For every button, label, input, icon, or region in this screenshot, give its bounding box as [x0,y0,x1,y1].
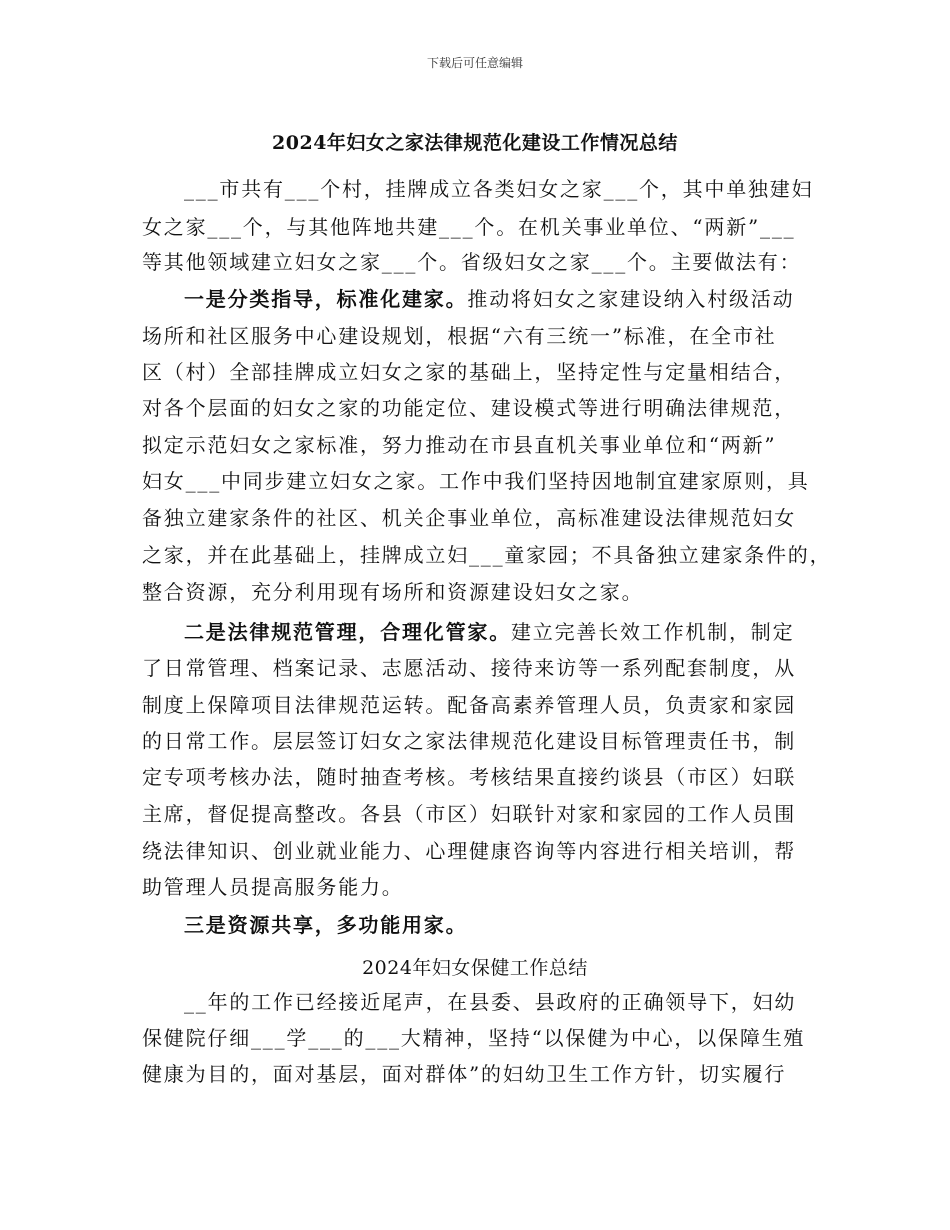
paragraph-line: 妇女___中同步建立妇女之家。工作中我们坚持因地制宜建家原则，具 [142,469,810,493]
paragraph-line: 场所和社区服务中心建设规划，根据“六有三统一”标准，在全市社 [142,324,777,348]
section-heading: 三是资源共享，多功能用家。 [184,913,468,937]
paragraph-line [184,910,467,940]
paragraph-line [184,617,794,647]
paragraph-line: 区（村）全部挂牌成立妇女之家的基础上，坚持定性与定量相结合， [142,360,796,384]
paragraph-line: 等其他领域建立妇女之家___个。省级妇女之家___个。主要做法有： [142,250,802,274]
paragraph-line [184,284,794,314]
paragraph-line: 女之家___个，与其他阵地共建___个。在机关事业单位、“两新”___ [142,215,796,239]
paragraph-line: 健康为目的，面对基层，面对群体”的妇幼卫生工作方针，切实履行 [142,1062,787,1086]
paragraph-line: 保健院仔细___学___的___大精神，坚持“以保健为中心，以保障生殖 [142,1026,806,1050]
paragraph-line: 之家，并在此基础上，挂牌成立妇___童家园；不具备独立建家条件的， [142,543,832,567]
section-heading: 一是分类指导，标准化建家。 [184,287,468,311]
page-header: 下载后可任意编辑 [426,56,523,70]
paragraph-line: 助管理人员提高服务能力。 [142,875,404,899]
paragraph-line: 对各个层面的妇女之家的功能定位、建设模式等进行明确法律规范， [142,396,796,420]
paragraph-line: 制度上保障项目法律规范运转。配备高素养管理人员，负责家和家园 [142,693,796,717]
paragraph-line: 拟定示范妇女之家标准，努力推动在市县直机关事业单位和“两新” [142,433,777,457]
paragraph-line: 主席，督促提高整改。各县（市区）妇联针对家和家园的工作人员围 [142,802,796,826]
paragraph-line: __年的工作已经接近尾声，在县委、县政府的正确领导下，妇幼 [184,990,797,1014]
document-title: 2024年妇女之家法律规范化建设工作情况总结 [272,132,678,154]
paragraph-line: 了日常管理、档案记录、志愿活动、接待来访等一系列配套制度，从 [142,656,796,680]
paragraph-line: ___市共有___个村，挂牌成立各类妇女之家___个，其中单独建妇 [184,177,814,201]
paragraph-text: 建立完善长效工作机制，制定 [511,620,795,644]
paragraph-line: 定专项考核办法，随时抽查考核。考核结果直接约谈县（市区）妇联 [142,765,796,789]
paragraph-line: 备独立建家条件的社区、机关企事业单位，高标准建设法律规范妇女 [142,506,796,530]
paragraph-line: 整合资源，充分利用现有场所和资源建设妇女之家。 [142,580,644,604]
section-heading: 二是法律规范管理，合理化管家。 [184,620,511,644]
paragraph-text: 推动将妇女之家建设纳入村级活动 [467,287,795,311]
paragraph-line: 的日常工作。层层签订妇女之家法律规范化建设目标管理责任书，制 [142,729,796,753]
second-document-title: 2024年妇女保健工作总结 [362,957,588,979]
paragraph-line: 绕法律知识、创业就业能力、心理健康咨询等内容进行相关培训，帮 [142,839,796,863]
